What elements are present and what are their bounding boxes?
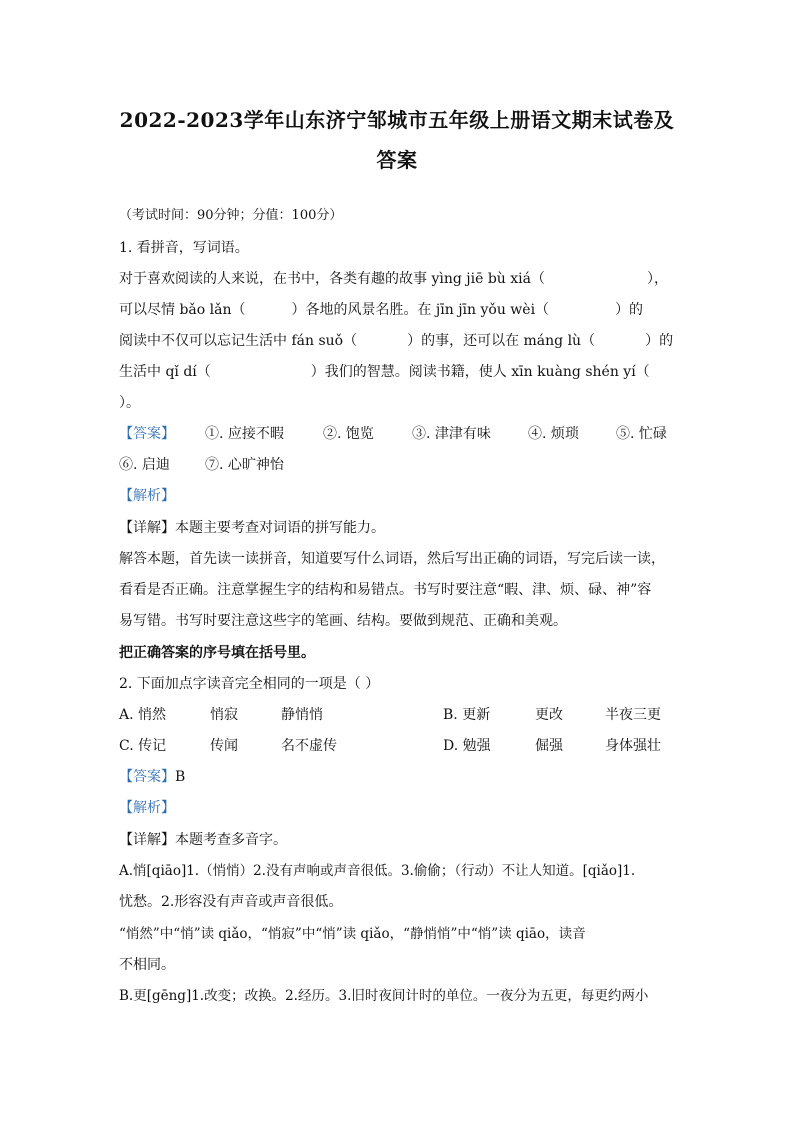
- q2-option-a-3: 静悄悄: [281, 707, 323, 723]
- q1-paragraph-line2: [119, 300, 679, 320]
- q1-explanation-line3: 易写错。书写时要注意这些字的笔画、结构。要做到规范、正确和美观。: [119, 613, 567, 629]
- document-title-line1: 2022-2023学年山东济宁邹城市五年级上册语文期末试卷及: [119, 108, 675, 132]
- q2-option-d-1: D. 勉强: [443, 738, 491, 754]
- q1-answer-tag: 【答案】: [119, 426, 175, 442]
- q2-option-a-1: A. 悄然: [119, 707, 167, 723]
- q2-answer-tag: 【答案】: [119, 769, 175, 785]
- q1-text: ）各地的风景名胜。在 jīn jīn yǒu wèi（: [291, 302, 550, 318]
- q1-answer-2: ②. 饱览: [323, 426, 374, 442]
- q2-option-a-2: 悄寂: [210, 707, 238, 723]
- q1-detail: 【详解】本题主要考查对词语的拼写能力。: [119, 520, 385, 536]
- q2-analysis-tag: 【解析】: [119, 800, 175, 816]
- q2-option-b-2: 更改: [535, 707, 563, 723]
- q1-text: 生活中 qǐ dí（: [119, 364, 211, 380]
- q1-text: ），: [646, 271, 668, 287]
- q1-answer-1: ①. 应接不暇: [205, 426, 284, 442]
- q1-text: ）我们的智慧。阅读书籍，使人 xīn kuàng shén yí（: [310, 364, 650, 380]
- q2-option-d-2: 倔强: [535, 738, 563, 754]
- q2-question: 2. 下面加点字读音完全相同的一项是（ ）: [119, 676, 380, 692]
- q1-text: ）的: [645, 333, 674, 349]
- q2-explanation-line3: “悄然”中“悄”读 qiǎo，“悄寂”中“悄”读 qiǎo，“静悄悄”中“悄”读 qiāo，读音: [119, 926, 586, 942]
- q1-text: 可以尽情 bǎo lǎn（: [119, 302, 246, 318]
- q2-option-d-3: 身体强壮: [605, 738, 661, 754]
- q1-analysis-tag: 【解析】: [119, 488, 175, 504]
- q1-paragraph-line5: ）。: [119, 395, 140, 411]
- document-title-line2: 答案: [376, 148, 418, 172]
- q1-text: ）的事，还可以在 máng lù（: [407, 333, 596, 349]
- q2-explanation-line4: 不相同。: [119, 957, 175, 973]
- q1-answer-6: ⑥. 启迪: [119, 457, 170, 473]
- section-heading: 把正确答案的序号填在括号里。: [119, 645, 315, 661]
- q2-option-b-3: 半夜三更: [605, 707, 661, 723]
- q1-explanation-line1: 解答本题，首先读一读拼音，知道要写什么词语，然后写出正确的词语，写完后读一读，: [119, 551, 665, 567]
- exam-info: （考试时间：90分钟；分值：100分）: [119, 208, 343, 223]
- q2-answer: B: [175, 769, 186, 785]
- q1-heading: 1. 看拼音，写词语。: [119, 240, 249, 256]
- q2-option-c-1: C. 传记: [119, 738, 167, 754]
- q2-explanation-line1: A.悄[qiāo]1.（悄悄）2.没有声响或声音很低。3.偷偷；（行动）不让人知道。[qiǎo]1.: [119, 863, 636, 879]
- q1-explanation-line2: 看看是否正确。注意掌握生字的结构和易错点。书写时要注意“暇、津、烦、碌、神”容: [119, 582, 652, 598]
- q2-explanation-line5: B.更[gēng]1.改变；改换。2.经历。3.旧时夜间计时的单位。一夜分为五更，每更约两小: [119, 988, 649, 1004]
- q2-detail: 【详解】本题考查多音字。: [119, 832, 287, 848]
- q2-option-c-2: 传闻: [210, 738, 238, 754]
- q1-text: 对于喜欢阅读的人来说，在书中，各类有趣的故事 yìng jiē bù xiá（: [119, 271, 545, 287]
- q2-explanation-line2: 忧愁。2.形容没有声音或声音很低。: [119, 894, 343, 910]
- q1-answer-5: ⑤. 忙碌: [616, 426, 667, 442]
- q1-answer-4: ④. 烦琐: [528, 426, 579, 442]
- q1-paragraph-line3: [119, 331, 679, 351]
- q2-option-c-3: 名不虚传: [281, 738, 337, 754]
- q2-answer-row: [119, 767, 185, 787]
- q1-answer-7: ⑦. 心旷神怡: [205, 457, 284, 473]
- q1-answer-3: ③. 津津有味: [412, 426, 491, 442]
- q1-paragraph-line1: [119, 269, 679, 289]
- q2-option-b-1: B. 更新: [443, 707, 491, 723]
- q1-paragraph-line4: [119, 362, 679, 382]
- q1-text: ）的: [615, 302, 644, 318]
- q1-text: 阅读中不仅可以忘记生活中 fán suǒ（: [119, 333, 358, 349]
